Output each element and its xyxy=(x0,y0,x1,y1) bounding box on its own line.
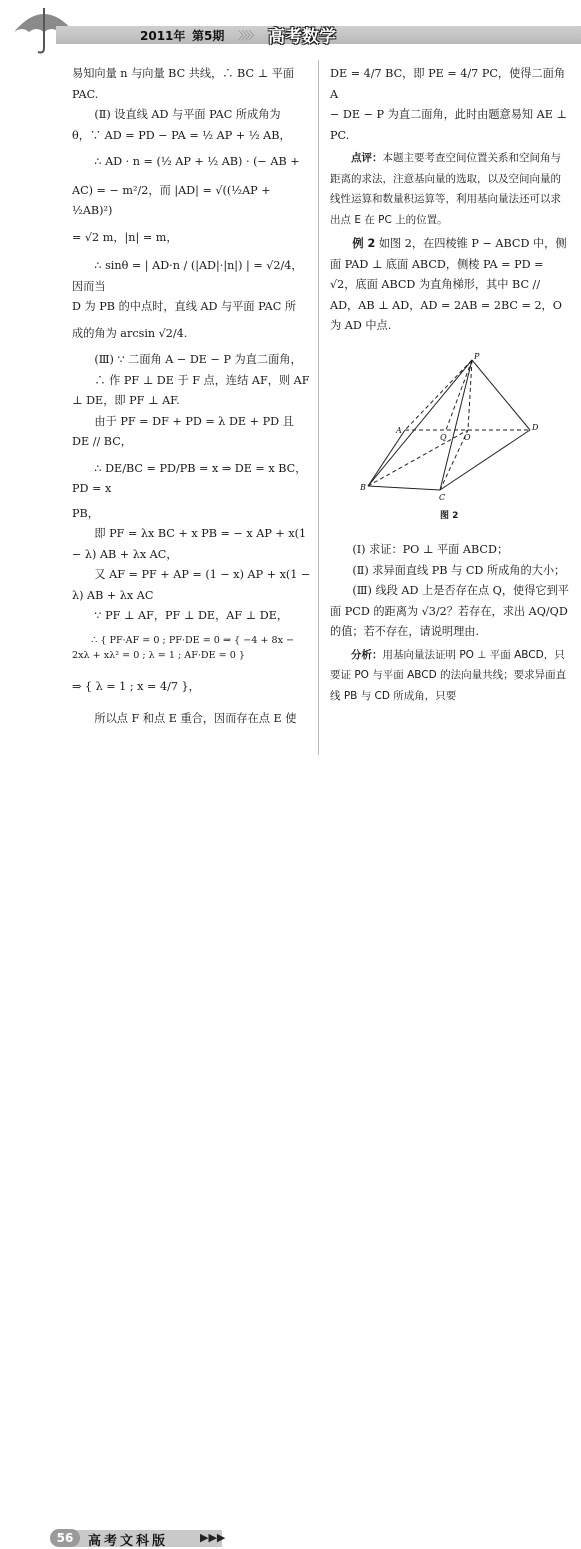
text-line: D 为 PB 的中点时，直线 AD 与平面 PAC 所 xyxy=(72,300,297,313)
text-line: 即 PF = λx BC + x PB = − x AP + x(1 xyxy=(94,527,307,540)
point-label-P: P xyxy=(474,352,480,361)
point-label-D: D xyxy=(532,423,539,432)
point-label-B: B xyxy=(360,483,366,492)
right-column xyxy=(330,64,570,337)
text-line: DE = 4/7 BC，即 PE = 4/7 PC，使得二面角 A xyxy=(330,67,566,101)
text-line: PC. xyxy=(330,128,350,142)
footer-arrows: ▶▶▶ xyxy=(200,1531,226,1544)
point-label-O: O xyxy=(464,433,471,442)
edge-BC xyxy=(368,486,440,490)
text-line: ∴ DE/BC = PD/PB = x ⇒ DE = x BC，PD = x xyxy=(72,461,307,495)
footer-magazine: 高考文科版 xyxy=(88,1534,169,1549)
text-line: − λ) AB + λx AC， xyxy=(72,547,178,561)
text-line: ∵ PF ⊥ AF，PF ⊥ DE，AF ⊥ DE， xyxy=(94,609,289,622)
analysis-label: 分析： xyxy=(351,648,383,661)
edge-BA xyxy=(368,430,405,486)
text-line: ∴ sinθ = | AD·n / (|AD|·|n|) | = √2/4，因而当 xyxy=(72,259,303,293)
text-line: DE // BC， xyxy=(72,435,132,448)
text-line: ⊥ DE，即 PF ⊥ AF. xyxy=(72,394,180,407)
example-text: 如图 2，在四棱锥 P − ABCD 中，侧面 PAD ⊥ 底面 ABCD，侧棱 PA = PD = √2，底面 ABCD 为直角梯形，其中 BC // AD，AB ⊥ AD，AD = 2AB = 2BC = 2，O 为 AD 中点. xyxy=(330,237,567,332)
text-line: 由于 PF = DF + PD = λ DE + PD 且 xyxy=(94,414,294,428)
text-line: − DE − P 为直二面角，此时由题意易知 AE ⊥ xyxy=(330,108,567,121)
point-label-C: C xyxy=(439,493,446,502)
point-label-Q: Q xyxy=(440,433,447,442)
edge-PO xyxy=(468,360,472,430)
edge-PD xyxy=(472,360,530,430)
text-line: 易知向量 n 与向量 BC 共线，∴ BC ⊥ 平面 xyxy=(72,67,295,80)
header-issue: 第5期 xyxy=(192,29,225,43)
text-line: PAC. xyxy=(72,87,99,101)
text-line: (Ⅱ) 设直线 AD 与平面 PAC 所成角为 xyxy=(94,108,281,121)
page-header xyxy=(0,0,581,58)
page-footer xyxy=(0,760,581,1549)
edge-PA xyxy=(405,360,472,430)
text-line: λ) AB + λx AC xyxy=(72,588,154,602)
comment-text: 本题主要考查空间位置关系和空间角与距离的求法，注意基向量的选取，以及空间向量的线性运算和数量积运算等，利用基向量法还可以求出点 E 在 PC 上的位置。 xyxy=(330,152,561,226)
question-1: (Ⅰ) 求证：PO ⊥ 平面 ABCD； xyxy=(352,543,509,556)
figure-caption: 图 2 xyxy=(440,511,459,521)
edge-CD xyxy=(440,430,530,490)
example-paragraph xyxy=(330,234,570,337)
pyramid-figure xyxy=(360,350,560,530)
page-number: 56 xyxy=(50,1529,80,1547)
text-line: PB， xyxy=(72,506,99,520)
right-column-lower xyxy=(330,540,570,706)
text-line: = √2 m，|n| = m， xyxy=(72,230,178,244)
journal-title: 高考数学 xyxy=(268,27,336,47)
comment-label: 点评： xyxy=(351,152,383,164)
text-line: (Ⅲ) ∵ 二面角 A − DE − P 为直二面角， xyxy=(94,353,302,366)
text-line: ⇒ { λ = 1 ; x = 4/7 }， xyxy=(72,679,200,693)
analysis-paragraph xyxy=(330,645,570,707)
example-label: 例 2 xyxy=(352,237,376,250)
text-line: 所以点 F 和点 E 重合，因而存在点 E 使 xyxy=(94,712,297,725)
text-line: ∴ { PF·AF = 0 ; PF·DE = 0 ⇒ { −4 + 8x − 2xλ + xλ² = 0 ; λ = 1 ; AF·DE = 0 } xyxy=(72,634,295,661)
text-line: ∴ AD · n = (½ AP + ½ AB) · (− AB + xyxy=(94,155,300,168)
text-line: θ，∵ AD = PD − PA = ½ AP + ½ AB， xyxy=(72,128,291,142)
question-2: (Ⅱ) 求异面直线 PB 与 CD 所成角的大小； xyxy=(352,563,566,577)
text-line: 又 AF = PF + AP = (1 − x) AP + x(1 − xyxy=(94,568,311,581)
comment-paragraph xyxy=(330,148,570,230)
point-label-A: A xyxy=(396,426,402,435)
left-column xyxy=(72,64,312,730)
question-3: (Ⅲ) 线段 AD 上是否存在点 Q，使得它到平面 PCD 的距离为 √3/2？若存在，求出 AQ/QD 的值；若不存在，请说明理由. xyxy=(330,584,569,638)
analysis-text: 用基向量法证明 PO ⊥ 平面 ABCD，只要证 PO 与平面 ABCD 的法向量共线；要求异面直线 PB 与 CD 所成角，只要 xyxy=(330,648,567,702)
text-line: AC) = − m²/2，而 |AD| = √((½AP + ½AB)²) xyxy=(72,183,271,217)
header-year: 2011年 xyxy=(140,29,186,43)
text-line: ∴ 作 PF ⊥ DE 于 F 点，连结 AF，则 AF xyxy=(94,373,310,387)
text-line: 成的角为 arcsin √2/4. xyxy=(72,326,188,340)
header-chevrons: 〉〉〉〉 xyxy=(238,29,258,42)
column-divider xyxy=(318,60,319,755)
